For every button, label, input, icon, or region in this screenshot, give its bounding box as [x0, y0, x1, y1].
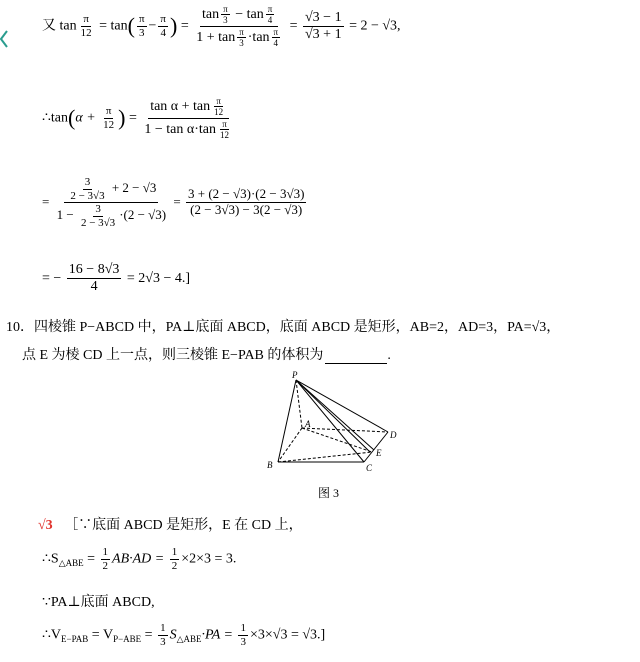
equation-line-2: ∴tan(α + $\frac{\pi}{12}$ ) = tan α + tan $\frac{\pi}{12}$ 1 − tan α·tan $\frac{\pi}{12}$ [42, 96, 237, 140]
solution-line-2: $\therefore S_{\triangle ABE}$ = $\frac{1}{2}$ AB·AD = $\frac{1}{2}$ ×2×3 = 3. [42, 546, 237, 572]
label-C: C [366, 463, 373, 473]
line1-prefix: 又 tan [42, 18, 77, 34]
frac-tan-difference: tan $\frac{\pi}{3}$ − tan $\frac{\pi}{4}$ 1 + tan $\frac{\pi}{3}$ ·tan $\frac{\pi}{4}$ [196, 4, 279, 49]
solution-line-1 [38, 514, 303, 534]
edge-mark-icon [0, 30, 8, 48]
line4-result: = 2√3 − 4.] [126, 270, 191, 286]
pyramid-figure [262, 370, 412, 475]
frac-simplified: $\frac{3 + (2 - √3)\cdot(2 - 3√3)}{(2 - 3√3) - 3(2 - √3)}$ [188, 186, 305, 218]
solution-line-4: $\therefore V_{E-PAB} = V_{P-ABE}$ = $\frac{1}{3}$ $S_{\triangle ABE}\cdot PA$ = $\frac{1}{3}$ ×3×√3 = √3.] [42, 622, 326, 648]
frac-complex: $\frac{3}{2 - 3√3}$ + 2 − √3 1 − $\frac{3}{2 - 3√3}$ ·(2 − √3) [56, 176, 167, 229]
problem-10-line-1 [6, 316, 560, 336]
answer-blank [325, 363, 387, 364]
label-P: P [292, 370, 298, 380]
solution-text-pa: ∵PA⊥底面 ABCD, [42, 595, 155, 610]
solution-line-3 [42, 591, 155, 611]
line1-result: = 2 − √3, [349, 18, 401, 34]
problem-text-1: 四棱锥 P−ABCD 中，PA⊥底面 ABCD，底面 ABCD 是矩形，AB=2，AD=3，PA=√3， [34, 320, 561, 335]
equation-line-3: = $\frac{3}{2 - 3√3}$ + 2 − √3 1 − $\frac{3}{2 - 3√3}$ ·(2 − √3) = $\frac{3 + (2 - √3)\cdot(2 - 3√3)}{(2 - 3√3) - 3(2 - √3)}$ [42, 176, 305, 229]
solution-text-1: ［∵底面 ABCD 是矩形，E 在 CD 上， [64, 518, 303, 533]
edge-AE [302, 428, 372, 452]
frac-sqrt3: $\frac{√3 - 1}{√3 + 1}$ [304, 9, 342, 42]
equation-line-1: 又 tan $\frac{\pi}{12}$ = tan( $\frac{\pi}{3}$ − $\frac{\pi}{4}$ ) = tan $\frac{\pi}{3}$ − tan $\frac{\pi}{4}$ 1 + tan $\frac{\pi}{3}$ ·tan $\frac{\pi}{4}$ = $\frac{√3 - 1}{√3 + 1}$ = 2 − √3, [42, 4, 401, 49]
edge-PE [296, 380, 374, 450]
label-D: D [390, 430, 397, 440]
frac-tan-sum: tan α + tan $\frac{\pi}{12}$ 1 − tan α·tan $\frac{\pi}{12}$ [144, 96, 229, 141]
label-A: A [305, 419, 311, 429]
edge-AD [302, 428, 388, 432]
equation-line-4: = − $\frac{16 - 8√3}{4}$ = 2√3 − 4.] [42, 262, 191, 295]
problem-10-line-2: 点 E 为棱 CD 上一点，则三棱锥 E−PAB 的体积为 . [22, 348, 391, 363]
problem-text-2: 点 E 为棱 CD 上一点，则三棱锥 E−PAB 的体积为 [22, 348, 324, 363]
figure-caption: 图 3 [318, 486, 340, 500]
frac-pi-12: $\frac{\pi}{12}$ [80, 13, 92, 39]
edge-BE [278, 452, 372, 462]
label-B: B [267, 460, 273, 470]
label-E: E [376, 448, 382, 458]
answer-value: √3 [38, 518, 53, 533]
edge-PA [296, 380, 302, 428]
problem-number: 10． [6, 320, 34, 335]
